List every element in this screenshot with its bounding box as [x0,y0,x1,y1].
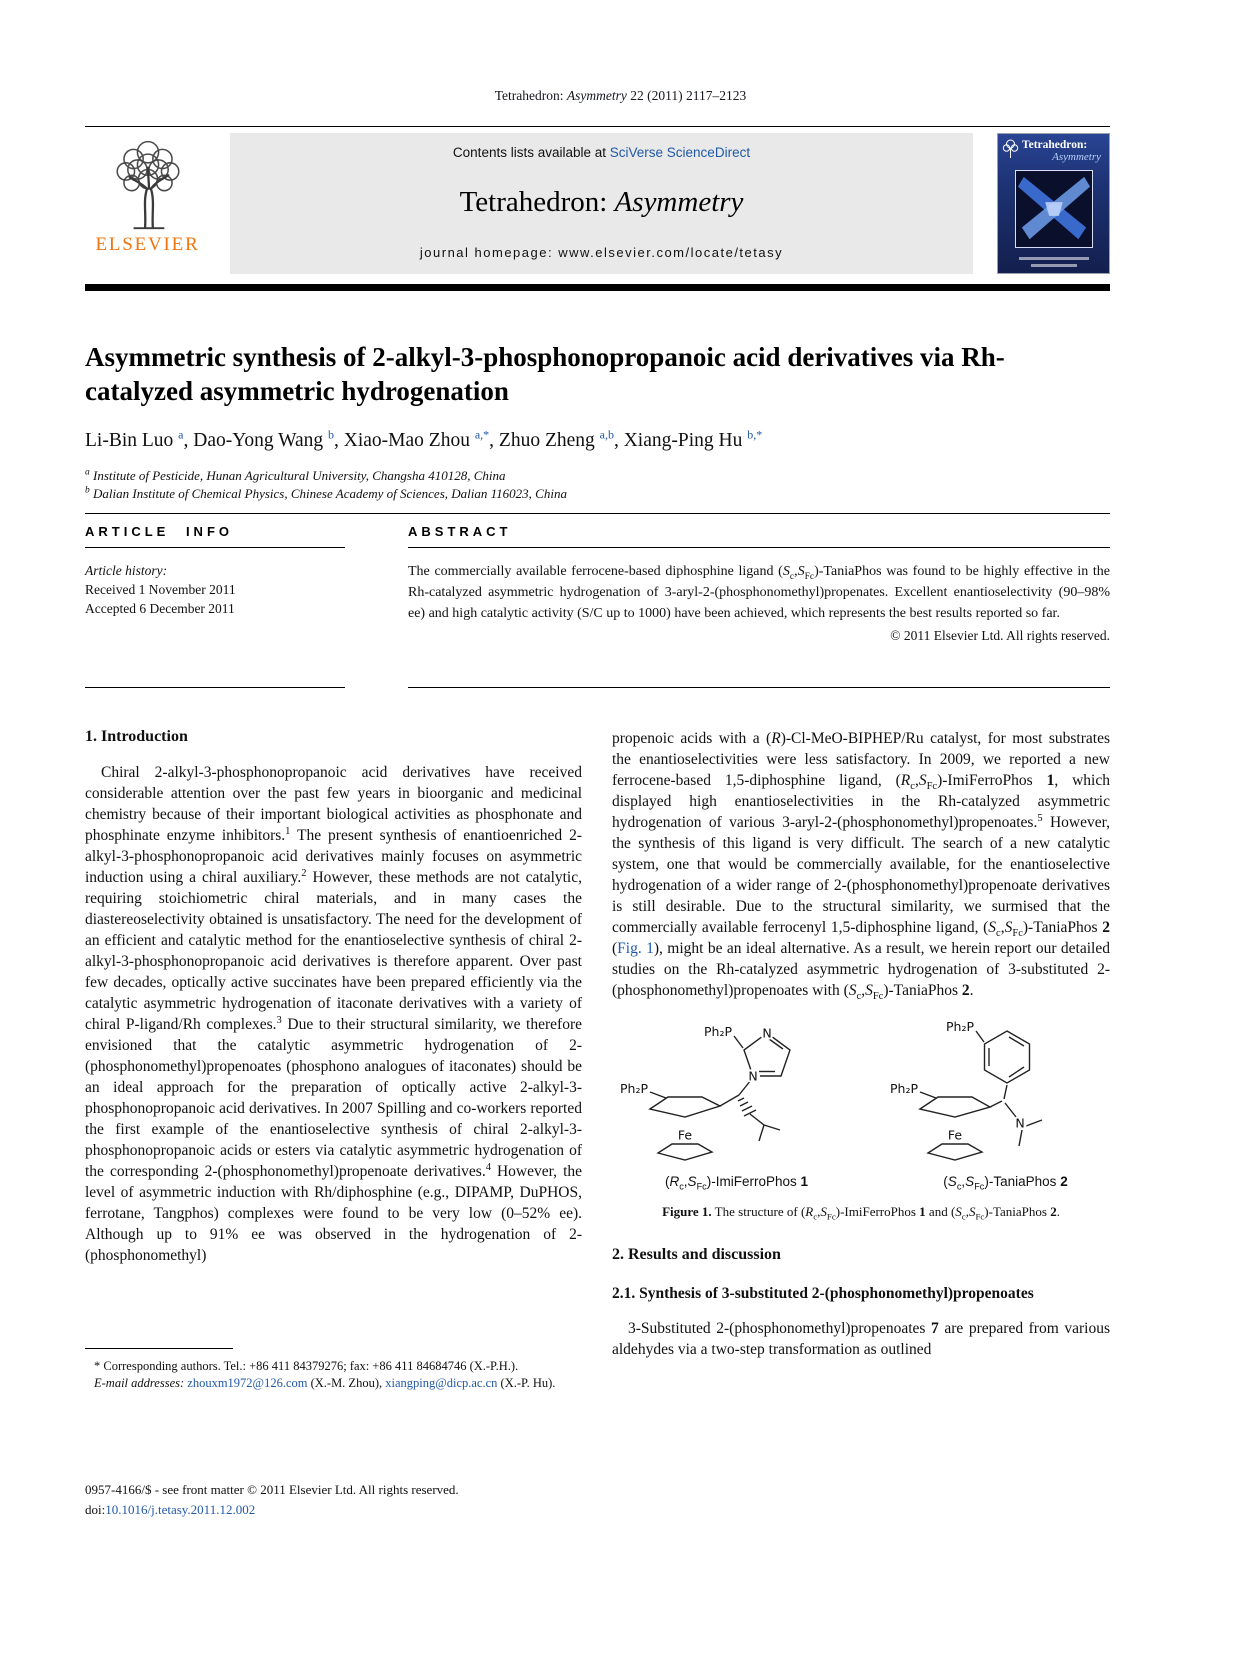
masthead-panel [230,133,973,274]
figure-1-right-structure-label: $(S_c,S_{Fc})$-TaniaPhos 2 [943,1174,1068,1192]
journal-homepage-link[interactable]: www.elsevier.com/locate/tetasy [558,245,784,260]
doi-link[interactable]: 10.1016/j.tetasy.2011.12.002 [105,1502,256,1517]
footer [85,1480,785,1520]
email-addresses-label: E-mail addresses: [94,1376,185,1390]
author-list: Li-Bin Luo $^a$, Dao-Yong Wang $^b$, Xiao-Mao Zhou $^{a,*}$, Zhuo Zheng $^{a,b}$, Xiang-Ping Hu $^{b,*}$ [85,427,763,451]
abstract-heading: ABSTRACT [408,524,512,539]
cover-journal-title [1022,139,1105,163]
article-history-label: Article history: [85,563,168,578]
figure-1-structure-right [920,1031,1042,1160]
intro-paragraph-right: propenoic acids with a (R)-Cl-MeO-BIPHEP/Ru catalyst, for most substrates the enantioselectivities were less satisfactory. In 2009, we reported a new ferrocene-based 1,5-diphosphine ligand, $(R_c,S_{Fc})$-ImiFerroPhos 1, which displayed high enantioselectivities in the Rh-catalyzed asymmetric hydrogenation of various 3-aryl-2-(phosphonomethyl)propenoates.$^5$ However, the synthesis of this ligand is very difficult. The search of a new catalytic system, one that would be commercially available, for the enantioselective hydrogenation of a wider range of 2-(phosphonomethyl)propenoate derivatives is still desirable. Due to the structural similarity, we surmised that the commercially available ferrocenyl 1,5-diphosphine ligand, $(S_c,S_{Fc})$-TaniaPhos 2 (Fig. 1), might be an ideal alternative. As a result, we herein report our detailed studies on the Rh-catalyzed asymmetric hydrogenation of 3-substituted 2-(phosphonomethyl)propenoates with $(S_c,S_{Fc})$-TaniaPhos 2. [612,730,1111,1003]
figure-1-caption: Figure 1. The structure of $(R_c,S_{Fc})$-ImiFerroPhos 1 and $(S_c,S_{Fc})$-TaniaPhos 2. [662,1204,1060,1222]
sciverse-sciencedirect-link[interactable]: SciVerse ScienceDirect [609,145,751,160]
email-link-hu[interactable]: xiangping@dicp.ac.cn [385,1376,498,1390]
email-addresses-line [85,1375,582,1392]
footnote-rule [85,1348,233,1349]
journal-masthead [85,133,1110,274]
figure-1 [612,1017,1110,1220]
iron-atom-label: Fe [677,1127,693,1143]
nitrogen-atom-label: N [748,1068,758,1084]
intro-paragraph-left: Chiral 2-alkyl-3-phosphonopropanoic acid derivatives have received considerable attention over the past few years in bioorganic and medicinal chemistry because of their important biological activities as phosphonate and phosphinate enzyme inhibitors.$^1$ The present synthesis of enantioenriched 2-alkyl-3-phosphonopropanoic acid derivatives mainly focuses on asymmetric induction using a chiral auxiliary.$^2$ However, these methods are not catalytic, requiring stoichiometric chiral materials, and in many cases the diastereoselectivity obtained is unsatisfactory. The need for the development of an efficient and catalytic method for the enantioselective synthesis of chiral 2-alkyl-3-phosphonopropanoic acid derivatives is therefore apparent. Over past few decades, optically active succinates have been prepared efficiently via the catalytic asymmetric hydrogenation of itaconate derivatives with a variety of chiral P-ligand/Rh complexes.$^3$ Due to their structural similarity, we therefore envisioned that the catalytic asymmetric hydrogenation of 2-(phosphonomethyl)propenoates (phosphono analogues of itaconates) should be an ideal approach for the preparation of optically active 2-alkyl-3-phosphonopropanoic acid derivatives. In 2007 Spilling and co-workers reported the first example of the enantioselective synthesis of chiral 2-alkyl-3-phosphonopropanoic acids or esters via catalytic asymmetric hydrogenation of the corresponding 2-(phosphonomethyl)propenoate derivatives.$^4$ However, the level of asymmetric induction with Rh/diphosphine (e.g., DIPAMP, DuPHOS, ferrotane, Tangphos) complexes were found to be very low (0–52% ee). Although up to 91% ee was observed in the hydrogenation of 2-(phosphonomethyl) [85,764,582,1264]
right-column [612,728,1110,1360]
left-column [85,728,582,1266]
journal-cover-thumbnail [997,133,1110,274]
subsection-heading-synthesis: 2.1. Synthesis of 3-substituted 2-(phosphonomethyl)propenoates [612,1285,1034,1302]
info-top-rule [85,513,1110,514]
figure-1-structure-left [650,1033,790,1160]
figure-1-structure-labels [612,1174,1110,1192]
masthead-divider-bar [85,284,1110,291]
article-info-heading: ARTICLE INFO [85,524,233,539]
ph2p-label: Ph₂P [619,1081,648,1096]
corresponding-author-note: * Corresponding authors. Tel.: +86 411 84379276; fax: +86 411 84684746 (X.-P.H.). [94,1359,519,1373]
nitrogen-atom-label: N [1015,1115,1025,1131]
article-info-abstract-block [85,524,1110,688]
elsevier-tree-icon [98,133,198,233]
journal-citation: Tetrahedron: Asymmetry 22 (2011) 2117–2123 [494,88,747,103]
journal-homepage-line [420,245,783,260]
issn-copyright-line: 0957-4166/$ - see front matter © 2011 Elsevier Ltd. All rights reserved. [85,1482,459,1497]
figure-1-left-structure-label: $(R_c,S_{Fc})$-ImiFerroPhos 1 [664,1174,809,1192]
abstract-section [408,524,1110,688]
affiliation-a: $^a$ Institute of Pesticide, Hunan Agricultural University, Changsha 410128, China [85,467,506,483]
article-title: Asymmetric synthesis of 2-alkyl-3-phosphonopropanoic acid derivatives via Rh-catalyzed asymmetric hydrogenation [85,342,1005,406]
abstract-text: The commercially available ferrocene-based diphosphine ligand $(S_c,S_{Fc})$-TaniaPhos was found to be highly effective in the Rh-catalyzed asymmetric hydrogenation of 3-aryl-2-(phosphonomethyl)propenates. Excellent enantioselectivity (90–98% ee) and high catalytic activity (S/C up to 1000) have been achieved, which represents the best results reported so far. [408,564,1111,621]
header-top-rule [85,126,1110,127]
email2-suffix: (X.-P. Hu). [497,1376,556,1390]
copyright-notice: © 2011 Elsevier Ltd. All rights reserved. [890,628,1110,643]
article-info-section [85,524,345,688]
iron-atom-label: Fe [947,1127,963,1143]
cover-elsevier-mini-logo [1002,138,1019,160]
ph2p-label: Ph₂P [703,1024,732,1039]
article-info-heading-rule [85,547,345,548]
results-paragraph: 3-Substituted 2-(phosphonomethyl)propenoates 7 are prepared from various aldehydes via a two-step transformation as outlined [612,1320,1110,1358]
contents-line [453,145,750,160]
elsevier-wordmark: ELSEVIER [95,234,200,255]
cover-text-placeholder [1031,264,1077,267]
cover-journal-title-line1: Tetrahedron: [1022,139,1088,151]
email-link-zhou[interactable]: zhouxm1972@126.com [187,1376,308,1390]
affiliations [85,467,1103,502]
doi-line [85,1500,785,1520]
received-date: Received 1 November 2011 [85,582,236,597]
section-heading-introduction: 1. Introduction [85,728,188,745]
abstract-heading-rule [408,547,1110,548]
footnotes [85,1348,582,1392]
ph2p-label: Ph₂P [889,1081,918,1096]
cover-artwork [1015,170,1093,248]
cover-text-placeholder [1019,257,1089,260]
figure-1-structures [612,1017,1110,1167]
contents-prefix: Contents lists available at [452,145,610,160]
affiliation-b: $^b$ Dalian Institute of Chemical Physics, Chinese Academy of Sciences, Dalian 116023, China [85,485,567,501]
section-heading-results: 2. Results and discussion [612,1246,781,1263]
cover-journal-title-line2: Asymmetry [1052,151,1101,163]
email1-suffix: (X.-M. Zhou), [307,1376,386,1390]
masthead-journal-title: Tetrahedron: Asymmetry [459,186,744,218]
elsevier-logo [85,133,210,274]
nitrogen-atom-label: N [762,1025,772,1041]
homepage-prefix: journal homepage: [419,245,559,260]
accepted-date: Accepted 6 December 2011 [85,601,235,616]
doi-prefix: doi: [85,1502,106,1517]
ph2p-label: Ph₂P [945,1019,974,1034]
